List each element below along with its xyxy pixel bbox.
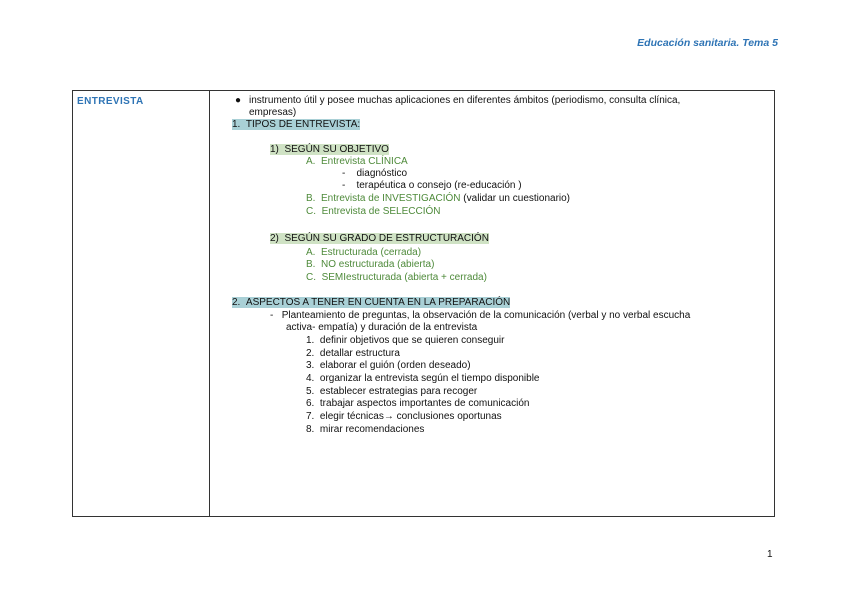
heading-tipos-text: TIPOS DE ENTREVISTA: [245,119,361,130]
objetivo-a-sub-2: - terapéutica o consejo (re-educación ) [342,180,522,191]
objetivo-item-c: C. Entrevista de SELECCIÓN [306,206,441,217]
objetivo-item-a-label: Entrevista CLÍNICA [321,156,408,167]
objetivo-item-b: B. Entrevista de INVESTIGACIÓN (validar un cuestionario) [306,193,571,204]
step-item: 8. mirar recomendaciones [306,424,425,435]
intro-bullet [235,95,680,108]
heading-tipos-num: 1. [232,119,241,130]
step-item: 1. definir objetivos que se quieren conseguir [306,335,505,346]
section-content-cell [210,91,774,516]
objetivo-item-c-label: Entrevista de SELECCIÓN [321,206,441,217]
aspectos-intro: - Planteamiento de preguntas, la observación de la comunicación (verbal y no verbal escucha [270,310,691,321]
objetivo-item-b-note: (validar un cuestionario) [463,193,571,204]
section-label: ENTREVISTA [77,96,144,107]
estructura-item-c: C. SEMIestructurada (abierta + cerrada) [306,272,487,283]
intro-bullet-line1: instrumento útil y posee muchas aplicaciones en diferentes ámbitos (periodismo, consulta clínica, [249,95,681,106]
intro-bullet-line2: empresas) [249,107,297,118]
section-label-cell [73,91,210,516]
heading-aspectos-text: ASPECTOS A TENER EN CUENTA EN LA PREPARACIÓN [245,297,511,308]
heading-estructura-num: 2) [270,233,279,244]
heading-aspectos [232,297,510,310]
heading-objetivo-text: SEGÚN SU OBJETIVO [284,144,389,155]
heading-estructura [270,233,489,246]
step-item: 7. elegir técnicas→ conclusiones oportunas [306,411,502,422]
bullet-dot: ● [235,95,242,106]
heading-estructura-text: SEGÚN SU GRADO DE ESTRUCTURACIÓN [284,233,489,244]
step-item: 6. trabajar aspectos importantes de comunicación [306,398,530,409]
heading-objetivo [270,144,389,157]
heading-tipos [232,119,360,132]
objetivo-a-sub-1: - diagnóstico [342,168,408,179]
objetivo-item-b-label: Entrevista de INVESTIGACIÓN [321,193,461,204]
estructura-item-a: A. Estructurada (cerrada) [306,247,422,258]
estructura-item-b: B. NO estructurada (abierta) [306,259,435,270]
heading-objetivo-num: 1) [270,144,279,155]
aspectos-intro-line1: Planteamiento de preguntas, la observación de la comunicación (verbal y no verbal escucha [281,310,691,321]
aspectos-intro-line2: activa- empatía) y duración de la entrevista [286,322,478,333]
step-item: 4. organizar la entrevista según el tiempo disponible [306,373,540,384]
heading-aspectos-num: 2. [232,297,241,308]
step-item: 5. establecer estrategias para recoger [306,386,478,397]
objetivo-item-a: A. Entrevista CLÍNICA [306,156,408,167]
page-number: 1 [767,549,773,560]
step-item: 3. elaborar el guión (orden deseado) [306,360,471,371]
content-table [72,90,775,517]
step-item: 2. detallar estructura [306,348,400,359]
document-header-title: Educación sanitaria. Tema 5 [637,37,778,49]
